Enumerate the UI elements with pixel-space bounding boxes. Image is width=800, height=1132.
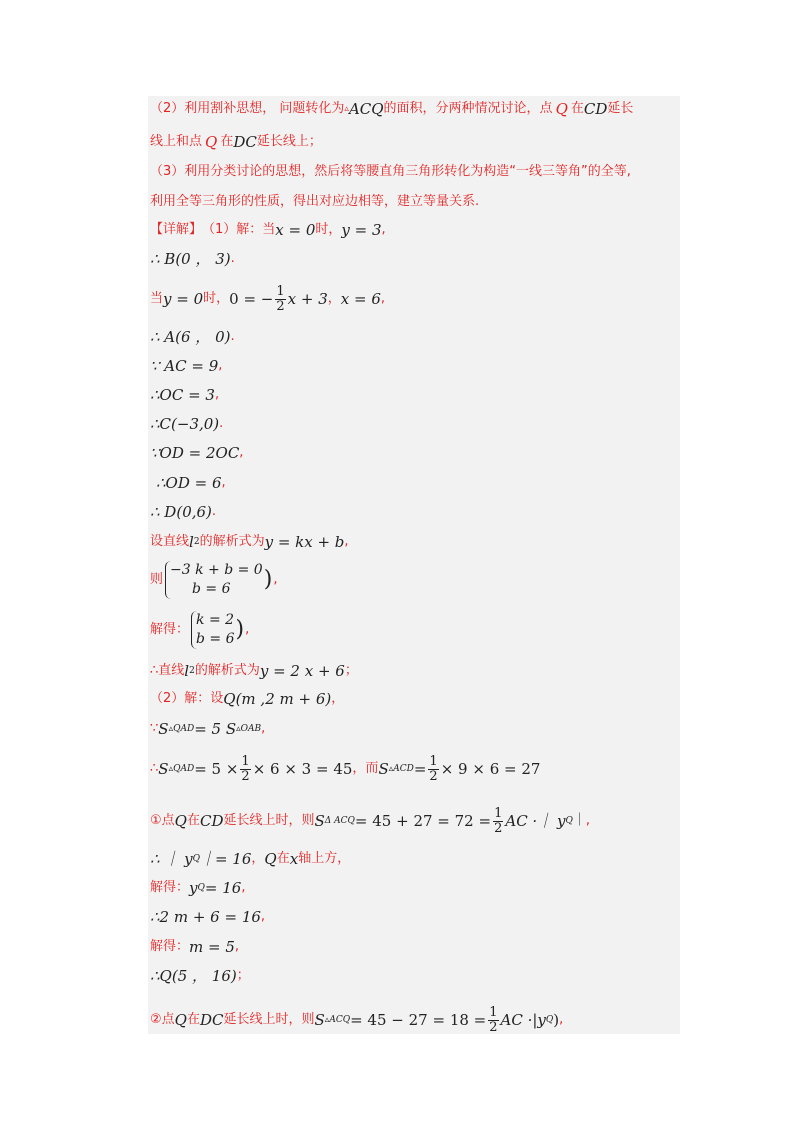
detail-line-13 bbox=[150, 610, 249, 650]
numerator: 1 bbox=[276, 283, 285, 299]
text: 解得： bbox=[150, 622, 190, 637]
fraction-half bbox=[488, 1006, 498, 1035]
math-s: S bbox=[378, 760, 389, 778]
math: = bbox=[413, 760, 427, 778]
math: = 45 + 27 = 72 = bbox=[354, 812, 492, 830]
detail-line-23 bbox=[150, 967, 250, 985]
text: ∴ bbox=[150, 761, 159, 776]
detail-line-15 bbox=[150, 690, 344, 708]
text: ∴直线 bbox=[150, 663, 185, 678]
math: AC ·｜ y bbox=[505, 812, 566, 830]
math-cd: CD bbox=[583, 100, 608, 118]
text: 的解析式为 bbox=[199, 534, 265, 549]
text: 延长 bbox=[607, 101, 634, 116]
math-s: S bbox=[158, 760, 169, 778]
text: 解得： bbox=[150, 939, 190, 954]
denominator: 2 bbox=[494, 820, 503, 836]
math: ∴ A(6 ， 0) bbox=[150, 328, 231, 346]
subscript: Q bbox=[192, 854, 200, 864]
math-q: Q bbox=[174, 1011, 187, 1029]
denominator: 2 bbox=[276, 298, 285, 314]
text: ； bbox=[236, 968, 250, 983]
text: 轴上方， bbox=[298, 851, 351, 866]
math-x: x bbox=[289, 850, 299, 868]
text: 设直线 bbox=[150, 534, 190, 549]
text: , bbox=[245, 622, 250, 637]
denominator: 2 bbox=[429, 768, 438, 784]
math: = 5 S bbox=[194, 720, 237, 738]
detail-line-3 bbox=[150, 284, 385, 314]
math-l: l bbox=[184, 662, 190, 680]
text: 在 bbox=[220, 134, 234, 149]
denominator: 2 bbox=[241, 768, 250, 784]
text: , bbox=[239, 445, 244, 460]
text: ， bbox=[251, 851, 265, 866]
text: . bbox=[230, 329, 235, 344]
math: ∴C(−3,0) bbox=[150, 415, 220, 433]
detail-line-9 bbox=[156, 474, 226, 492]
triangle-symbol: ▵ bbox=[344, 104, 349, 114]
detail-line-21 bbox=[150, 908, 265, 926]
math: ∴ D(0,6) bbox=[150, 503, 212, 521]
text: , bbox=[380, 291, 386, 306]
text: , bbox=[273, 572, 278, 587]
math: ｜= 16 bbox=[199, 850, 252, 868]
text: , bbox=[221, 475, 226, 490]
text: . bbox=[230, 251, 235, 266]
math: ∴OC = 3 bbox=[150, 386, 215, 404]
detail-line-11 bbox=[150, 533, 349, 551]
text: , bbox=[585, 813, 590, 828]
text: , bbox=[218, 358, 223, 373]
math-dc: DC bbox=[199, 1011, 224, 1029]
fraction-half bbox=[428, 755, 438, 784]
text: 在 bbox=[276, 851, 290, 866]
detail-line-5 bbox=[150, 357, 222, 375]
detail-line-22 bbox=[150, 938, 239, 956]
denominator: 2 bbox=[489, 1019, 498, 1035]
math: ∴OD = 6 bbox=[156, 474, 222, 492]
text: , bbox=[381, 222, 386, 237]
equation-row: −3 k + b = 0 bbox=[170, 562, 263, 578]
math-s: S bbox=[314, 812, 325, 830]
text: . bbox=[211, 504, 217, 519]
detail-line-12 bbox=[150, 560, 277, 600]
text: ， bbox=[331, 691, 345, 706]
math: x + 3 bbox=[287, 290, 328, 308]
detail-line-6 bbox=[150, 386, 219, 404]
text: ， bbox=[327, 291, 341, 306]
text: ； bbox=[344, 663, 358, 678]
text: 延长线上时，则 bbox=[223, 1012, 315, 1027]
text: 解得： bbox=[150, 880, 190, 895]
math: ∵OD = 2OC bbox=[150, 444, 240, 462]
subscript: 2 bbox=[189, 666, 195, 676]
math: m = 5 bbox=[189, 938, 235, 956]
detail-line-16 bbox=[150, 720, 265, 738]
math: x = 6 bbox=[340, 290, 381, 308]
math: = 16 bbox=[204, 879, 242, 897]
text: , bbox=[234, 939, 240, 954]
equation-row: k = 2 bbox=[196, 612, 235, 628]
detail-line-17 bbox=[150, 752, 540, 786]
analysis-line-3b bbox=[150, 193, 479, 211]
detail-line-19 bbox=[150, 850, 350, 868]
detail-line-14 bbox=[150, 662, 358, 680]
text: 在 bbox=[186, 1012, 200, 1027]
math: AC ·|y bbox=[500, 1011, 546, 1029]
detail-line-20 bbox=[150, 879, 245, 897]
text: 利用全等三角形的性质，得出对应边相等，建立等量关系. bbox=[150, 194, 480, 209]
detail-line-10 bbox=[150, 503, 216, 521]
math: x = 0 bbox=[275, 221, 316, 239]
detail-line-18 bbox=[150, 804, 590, 838]
detail-line-1 bbox=[150, 221, 386, 239]
subscript: ▵ACQ bbox=[324, 1015, 351, 1025]
math: y bbox=[189, 879, 198, 897]
math: = 5 × bbox=[194, 760, 239, 778]
text: 的面积，分两种情况讨论，点 bbox=[383, 101, 553, 116]
subscript: 2 bbox=[193, 537, 200, 547]
math: ∴Q(5 ， 16) bbox=[150, 967, 237, 985]
math: y = 0 bbox=[163, 290, 204, 308]
text: 线上和点 bbox=[150, 134, 203, 149]
subscript: ▵QAD bbox=[168, 764, 195, 774]
math: Q(m ,2 m + 6) bbox=[223, 690, 332, 708]
numerator: 1 bbox=[489, 1004, 498, 1020]
text: , bbox=[559, 1012, 564, 1027]
math: ∵ AC = 9 bbox=[150, 357, 219, 375]
subscript: Q bbox=[565, 816, 573, 826]
text: 的解析式为 bbox=[194, 663, 260, 678]
equation-row: b = 6 bbox=[196, 631, 235, 647]
equation-system: −3 k + b = 0 b = 6 ) bbox=[163, 561, 273, 599]
math-q: Q bbox=[174, 812, 187, 830]
text: ①点 bbox=[150, 813, 175, 828]
numerator: 1 bbox=[429, 753, 438, 769]
text: , bbox=[214, 387, 220, 402]
math-cd: CD bbox=[199, 812, 224, 830]
text: 时， bbox=[315, 222, 342, 237]
math: ) bbox=[553, 1011, 560, 1029]
detail-line-2 bbox=[150, 250, 235, 268]
analysis-line-3a bbox=[150, 163, 631, 181]
text: , bbox=[261, 721, 266, 736]
analysis-line-2a bbox=[150, 100, 633, 118]
subscript: Q bbox=[197, 883, 205, 893]
math: ∴ B(0 ， 3) bbox=[150, 250, 231, 268]
math: × 9 × 6 = 27 bbox=[440, 760, 541, 778]
fraction-half bbox=[275, 285, 285, 314]
text: （2）利用割补思想， 问题转化为 bbox=[150, 101, 345, 116]
math-acq: ACQ bbox=[348, 100, 384, 118]
math: × 6 × 3 = 45 bbox=[252, 760, 353, 778]
math: y = kx + b bbox=[264, 533, 345, 551]
text: , bbox=[260, 909, 266, 924]
subscript: ▵QAD bbox=[168, 724, 195, 734]
text: 延长线上时，则 bbox=[223, 813, 315, 828]
math: y = 3 bbox=[341, 221, 382, 239]
math-q: Q bbox=[555, 100, 568, 118]
math-q: Q bbox=[264, 850, 277, 868]
analysis-line-2b bbox=[150, 133, 322, 151]
math-l: l bbox=[189, 533, 194, 551]
text: , bbox=[241, 880, 246, 895]
solution-system: k = 2 b = 6 ) bbox=[189, 611, 245, 649]
fraction-half bbox=[240, 755, 250, 784]
math-q: Q bbox=[205, 133, 218, 151]
text: ②点 bbox=[150, 1012, 175, 1027]
equation-row: b = 6 bbox=[192, 581, 231, 597]
text: （2）解：设 bbox=[150, 691, 224, 706]
text: 时， bbox=[203, 291, 230, 306]
detail-line-4 bbox=[150, 328, 235, 346]
text: ｜ bbox=[572, 813, 586, 828]
detail-line-8 bbox=[150, 444, 243, 462]
text: 当 bbox=[150, 291, 164, 306]
fraction-half bbox=[493, 807, 503, 836]
detail-line-24 bbox=[150, 1003, 563, 1037]
text: （1）解：当 bbox=[202, 222, 276, 237]
text: ∵ bbox=[150, 721, 159, 736]
text: , bbox=[344, 534, 349, 549]
text: （3）利用分类讨论的思想，然后将等腰直角三角形转化为构造“一线三等角”的全等, bbox=[150, 164, 631, 179]
subscript: Q bbox=[545, 1015, 554, 1025]
text: 在 bbox=[186, 813, 200, 828]
text: 在 bbox=[570, 101, 584, 116]
subscript: ▵OAB bbox=[236, 724, 262, 734]
subscript: Δ ACQ bbox=[324, 816, 355, 826]
math-s: S bbox=[314, 1011, 325, 1029]
math-dc: DC bbox=[233, 133, 257, 151]
detail-tag: 【详解】 bbox=[150, 222, 203, 237]
math: y = 2 x + 6 bbox=[259, 662, 345, 680]
numerator: 1 bbox=[494, 805, 503, 821]
math-s: S bbox=[158, 720, 169, 738]
text: 延长线上； bbox=[256, 134, 322, 149]
text: ，而 bbox=[352, 761, 379, 776]
text: 则 bbox=[150, 572, 164, 587]
numerator: 1 bbox=[241, 753, 250, 769]
math: = 45 − 27 = 18 = bbox=[350, 1011, 487, 1029]
math: ∴ ｜ y bbox=[150, 850, 193, 868]
text: . bbox=[219, 416, 224, 431]
math: 0 = − bbox=[229, 290, 274, 308]
math: ∴2 m + 6 = 16 bbox=[150, 908, 261, 926]
detail-line-7 bbox=[150, 415, 223, 433]
subscript: ▵ACD bbox=[388, 764, 414, 774]
